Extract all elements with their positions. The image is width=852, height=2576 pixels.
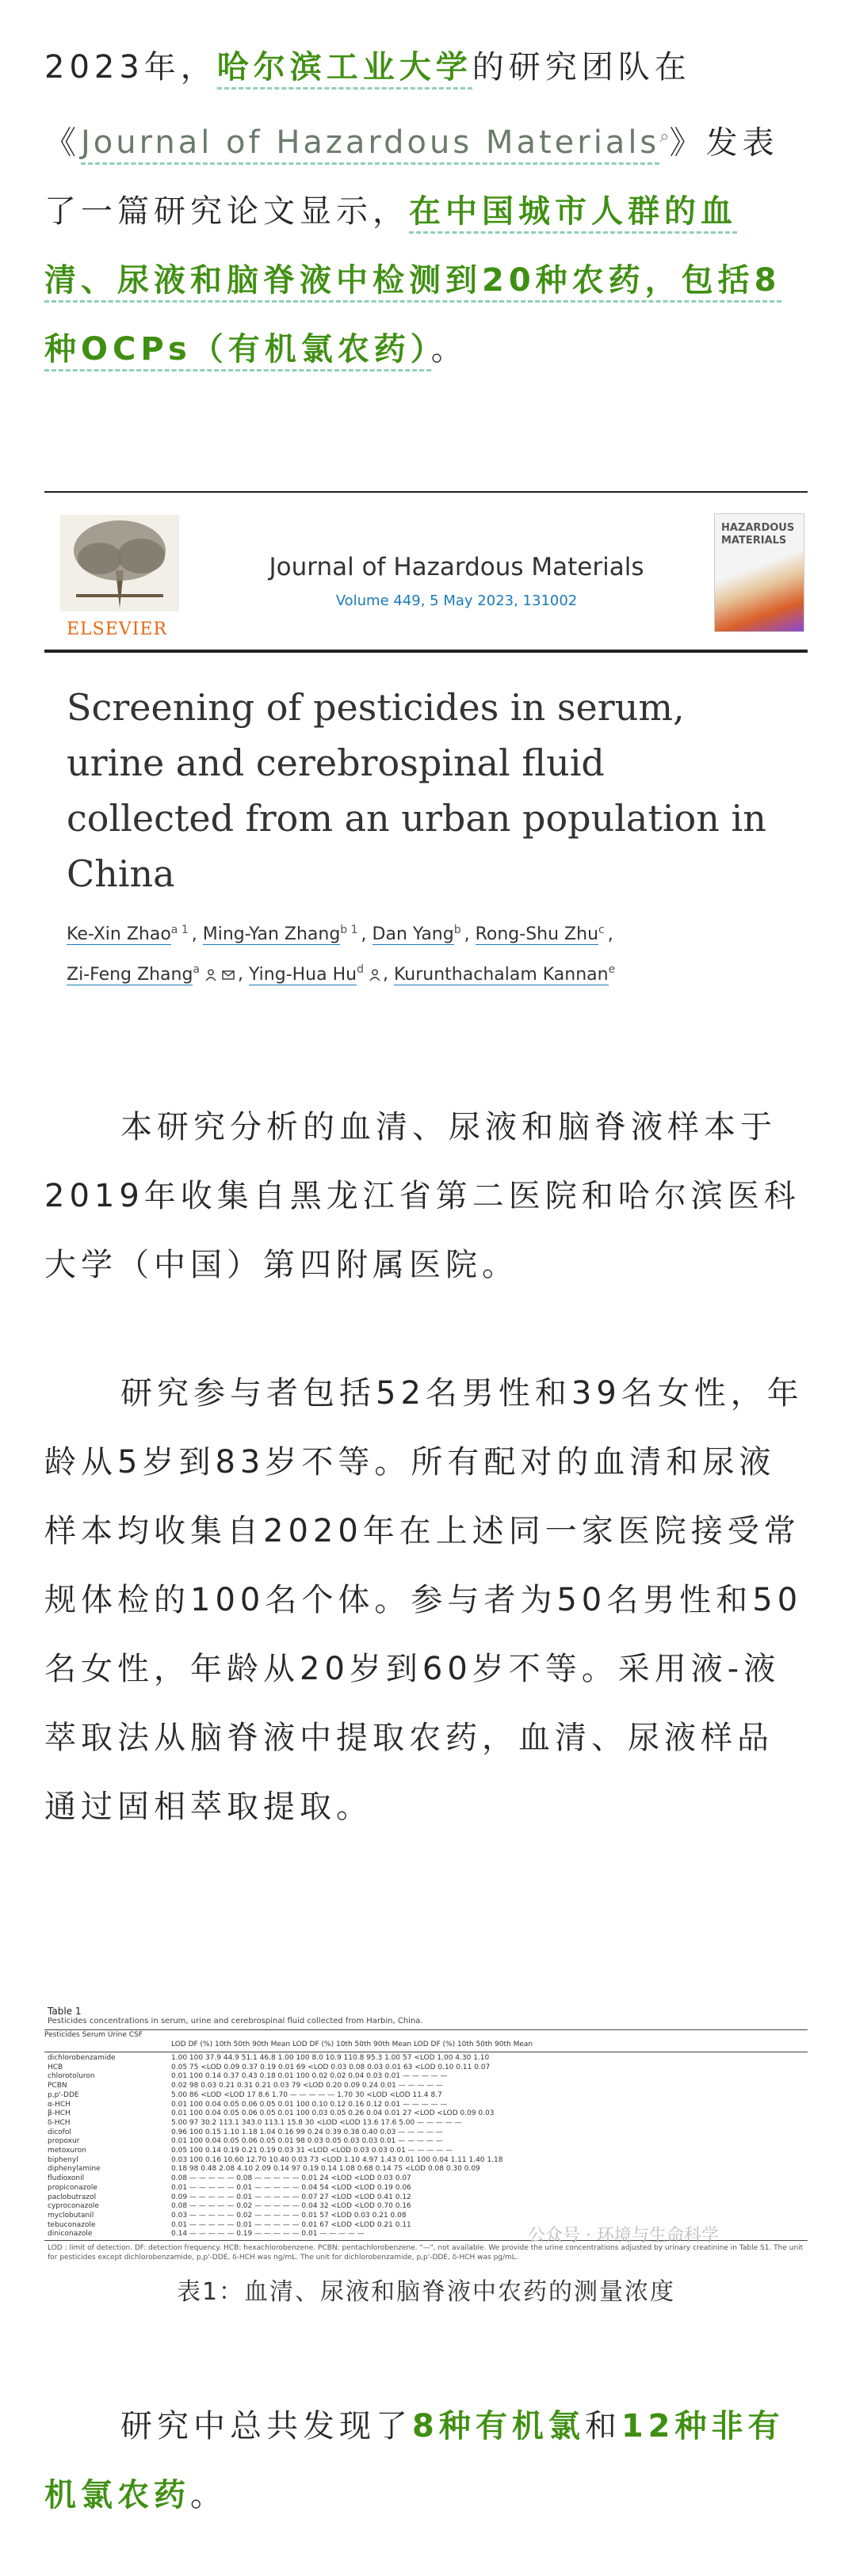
concentration-values: 0.01 100 0.14 0.37 0.43 0.18 0.01 100 0.02 0.02 0.04 0.03 0.01 — — — — — [171, 2072, 448, 2081]
pesticide-name: diniconazole [48, 2230, 93, 2239]
journal-link[interactable]: Journal of Hazardous Materials [81, 124, 659, 165]
intro-text-4: 》发表了一篇研究论文显示， [44, 124, 779, 231]
university-link[interactable]: 哈尔滨工业大学 [217, 49, 472, 90]
author-list: Ke-Xin Zhao$^{a 1}$ , Ming-Yan Zhang$^{b 1}$ , Dan Yang$^b$ , Rong-Shu Zhu$^c$ , Zi-Feng Zhang$^a$ , Ying-Hua Hu$^d$ , Kurunthachalam Kannan$^e$ [67, 924, 616, 985]
table-label: Table 1 [48, 2006, 82, 2017]
concentration-values: 0.18 98 0.48 2.08 4.10 2.09 0.14 97 0.19 0.14 1.08 0.68 0.14 75 <LOD 0.08 0.30 0.09 [171, 2165, 480, 2174]
concentration-values: 0.01 100 0.04 0.05 0.06 0.05 0.01 100 0.10 0.12 0.16 0.12 0.01 — — — — — [171, 2100, 448, 2109]
author-link[interactable]: Kurunthachalam Kannan [393, 964, 609, 985]
concentration-values: 1.00 100 37.9 44.9 51.1 46.8 1.00 100 8.0 10.9 110.8 95.3 1.00 57 <LOD 1.00 4.30 1.10 [171, 2054, 490, 2062]
figure-caption: 表1：血清、尿液和脑脊液中农药的测量浓度 [176, 2278, 676, 2306]
intro-text-1: 2023年， [44, 49, 217, 86]
table-figure[interactable] [44, 2004, 808, 2265]
author-link[interactable]: Dan Yang [372, 924, 454, 945]
non-ocp-count-highlight: 12种非有机氯农药 [44, 2408, 785, 2513]
concentration-values: 5.00 86 <LOD <LOD 17 8.6 1.70 — — — — — 1.70 30 <LOD <LOD 11.4 8.7 [171, 2090, 442, 2099]
summary-text-1: 研究中总共发现了 [120, 2408, 412, 2445]
pesticide-name: PCBN [48, 2082, 67, 2090]
watermark: 公众号 · 环境与生命科学 [528, 2226, 719, 2246]
samples-paragraph: 本研究分析的血清、尿液和脑脊液样本于2019年收集自黑龙江省第二医院和哈尔滨医科大学（中国）第四附属医院。 [44, 1109, 800, 1283]
divider [44, 650, 808, 653]
pesticide-name: cyproconazole [48, 2202, 99, 2211]
author-link[interactable]: Rong-Shu Zhu [475, 924, 599, 945]
concentration-values: 0.05 100 0.14 0.19 0.21 0.19 0.03 31 <LOD <LOD 0.03 0.03 0.01 — — — — — [171, 2147, 453, 2155]
person-icon[interactable] [369, 969, 380, 981]
intro-paragraph [44, 33, 808, 384]
concentration-values: 0.02 98 0.03 0.21 0.31 0.21 0.03 79 <LOD 0.20 0.09 0.24 0.01 — — — — — [171, 2082, 444, 2090]
concentration-values: 0.08 — — — — — 0.02 — — — — — 0.04 32 <LOD <LOD 0.70 0.16 [171, 2202, 411, 2211]
intro-text-3: 在《 [44, 49, 691, 162]
volume-info[interactable]: Volume 449, 5 May 2023, 131002 [335, 593, 578, 609]
concentration-values: 0.01 — — — — — 0.01 — — — — — 0.04 54 <LOD <LOD 0.19 0.06 [171, 2183, 411, 2192]
pesticide-name: dicofol [48, 2128, 71, 2136]
ocp-count-highlight: 8种有机氯 [412, 2408, 585, 2445]
concentration-values: 0.01 100 0.04 0.05 0.06 0.05 0.01 98 0.03 0.05 0.03 0.03 0.01 — — — — — [171, 2137, 443, 2146]
pesticide-name: propoxur [48, 2137, 80, 2146]
intro-text-2: 的研究团队 [472, 49, 655, 86]
pesticide-name: α-HCH [48, 2100, 71, 2109]
email-icon[interactable] [221, 969, 235, 981]
author-link[interactable]: Ming-Yan Zhang [202, 924, 341, 945]
journal-title[interactable]: Journal of Hazardous Materials [269, 553, 644, 581]
concentration-values: 0.01 — — — — — 0.01 — — — — — 0.01 67 <LOD <LOD 0.21 0.11 [171, 2220, 411, 2229]
pesticide-name: diphenylamine [48, 2165, 101, 2174]
journal-cover-image[interactable] [714, 513, 804, 632]
divider [44, 491, 808, 493]
summary-text-2: 和 [584, 2408, 621, 2445]
publisher-name: ELSEVIER [67, 619, 168, 639]
author-link[interactable]: Ke-Xin Zhao [67, 924, 171, 945]
concentration-values: 0.14 — — — — — 0.19 — — — — — 0.01 — — — — — [171, 2230, 365, 2239]
author-link[interactable]: Zi-Feng Zhang [67, 964, 193, 985]
person-icon[interactable] [205, 969, 216, 981]
concentration-values: 0.08 — — — — — 0.08 — — — — — 0.01 24 <LOD <LOD 0.03 0.07 [171, 2174, 411, 2183]
pesticide-name: dichlorobenzamide [48, 2054, 116, 2062]
pesticide-name: propiconazole [48, 2183, 97, 2192]
participants-paragraph: 研究参与者包括52名男性和39名女性，年龄从5岁到83岁不等。所有配对的血清和尿液样本均收集自2020年在上述同一家医院接受常规体检的100名个体。参与者为50名男性和50名女性，年龄从20岁到60岁不等。采用液-液萃取法从脑脊液中提取农药，血清、尿液样品通过固相萃取提取。 [44, 1375, 804, 1825]
pesticide-name: δ-HCH [48, 2118, 71, 2127]
table-subheader: LOD DF (%) 10th 50th 90th Mean LOD DF (%) 10th 50th 90th Mean LOD DF (%) 10th 50th 90th Mean [171, 2041, 533, 2048]
table-header: Pesticides Serum Urine CSF [44, 2031, 143, 2039]
elsevier-tree-logo [60, 515, 179, 612]
table-rule [44, 2029, 808, 2030]
concentration-values: 0.03 — — — — — 0.02 — — — — — 0.01 57 <LOD 0.03 0.21 0.08 [171, 2211, 407, 2220]
concentration-values: 0.01 100 0.04 0.05 0.06 0.05 0.01 100 0.03 0.05 0.26 0.04 0.01 27 <LOD <LOD 0.09 0.03 [171, 2109, 495, 2118]
pesticide-name: paclobutrazol [48, 2193, 97, 2201]
pesticide-name: metoxuron [48, 2147, 86, 2155]
concentration-values: 0.96 100 0.15 1.10 1.18 1.04 0.16 99 0.24 0.39 0.38 0.40 0.03 — — — — — [171, 2128, 443, 2136]
concentration-values: 0.09 — — — — — 0.01 — — — — — 0.07 27 <LOD <LOD 0.41 0.12 [171, 2193, 411, 2201]
pesticide-name: β-HCH [48, 2109, 71, 2118]
pesticide-name: HCB [48, 2063, 63, 2071]
concentration-values: 5.00 97 30.2 113.1 343.0 113.1 15.8 30 <LOD <LOD 13.6 17.6 5.00 — — — — — [171, 2118, 462, 2127]
pesticide-name: tebuconazole [48, 2220, 96, 2229]
search-icon[interactable]: ⌕ [659, 127, 670, 147]
pesticide-name: p,p'-DDE [48, 2090, 79, 2099]
summary-paragraph [44, 2392, 808, 2530]
concentration-values: 0.05 75 <LOD 0.09 0.37 0.19 0.01 69 <LOD 0.03 0.08 0.03 0.01 63 <LOD 0.10 0.11 0.07 [171, 2063, 491, 2071]
key-finding-highlight: 在中国城市人群的血清、尿液和脑脊液中检测到20种农药，包括8种OCPs（有机氯农药） [44, 193, 781, 372]
table-caption: Pesticides concentrations in serum, urine and cerebrospinal fluid collected from Harbin, China. [48, 2017, 423, 2025]
table-footnote: LOD : limit of detection. DF: detection frequency. HCB: hexachlorobenzene. PCBN: pentachlorobenzene. "—", not available. We provide the urine concentrations adjusted by urinary creatinine in Table S1. The unit for pesticides except dichlorobenzamide, p,p'-DDE, δ-HCH was ng/mL. The unit for dichlorobenzamide, p,p'-DDE, δ-HCH was pg/mL. [48, 2244, 804, 2262]
author-link[interactable]: Ying-Hua Hu [249, 964, 357, 985]
cover-title: HAZARDOUS MATERIALS [721, 522, 795, 547]
paper-title: Screening of pesticides in serum, urine and cerebrospinal fluid collected from an urban population in China [67, 686, 766, 895]
concentration-values: 0.03 100 0.16 10.60 12.70 10.40 0.03 73 <LOD 1.10 4.97 1.43 0.01 100 0.04 1.11 1.40 1.18 [171, 2155, 503, 2164]
pesticide-name: chlorotoluron [48, 2072, 95, 2081]
pesticide-name: fludioxonil [48, 2174, 85, 2183]
summary-text-3: 。 [190, 2477, 227, 2513]
pesticide-name: biphenyl [48, 2155, 78, 2164]
pesticide-name: myclobutanil [48, 2211, 94, 2220]
paper-header-card [44, 491, 808, 998]
intro-text-5: 。 [430, 331, 468, 368]
